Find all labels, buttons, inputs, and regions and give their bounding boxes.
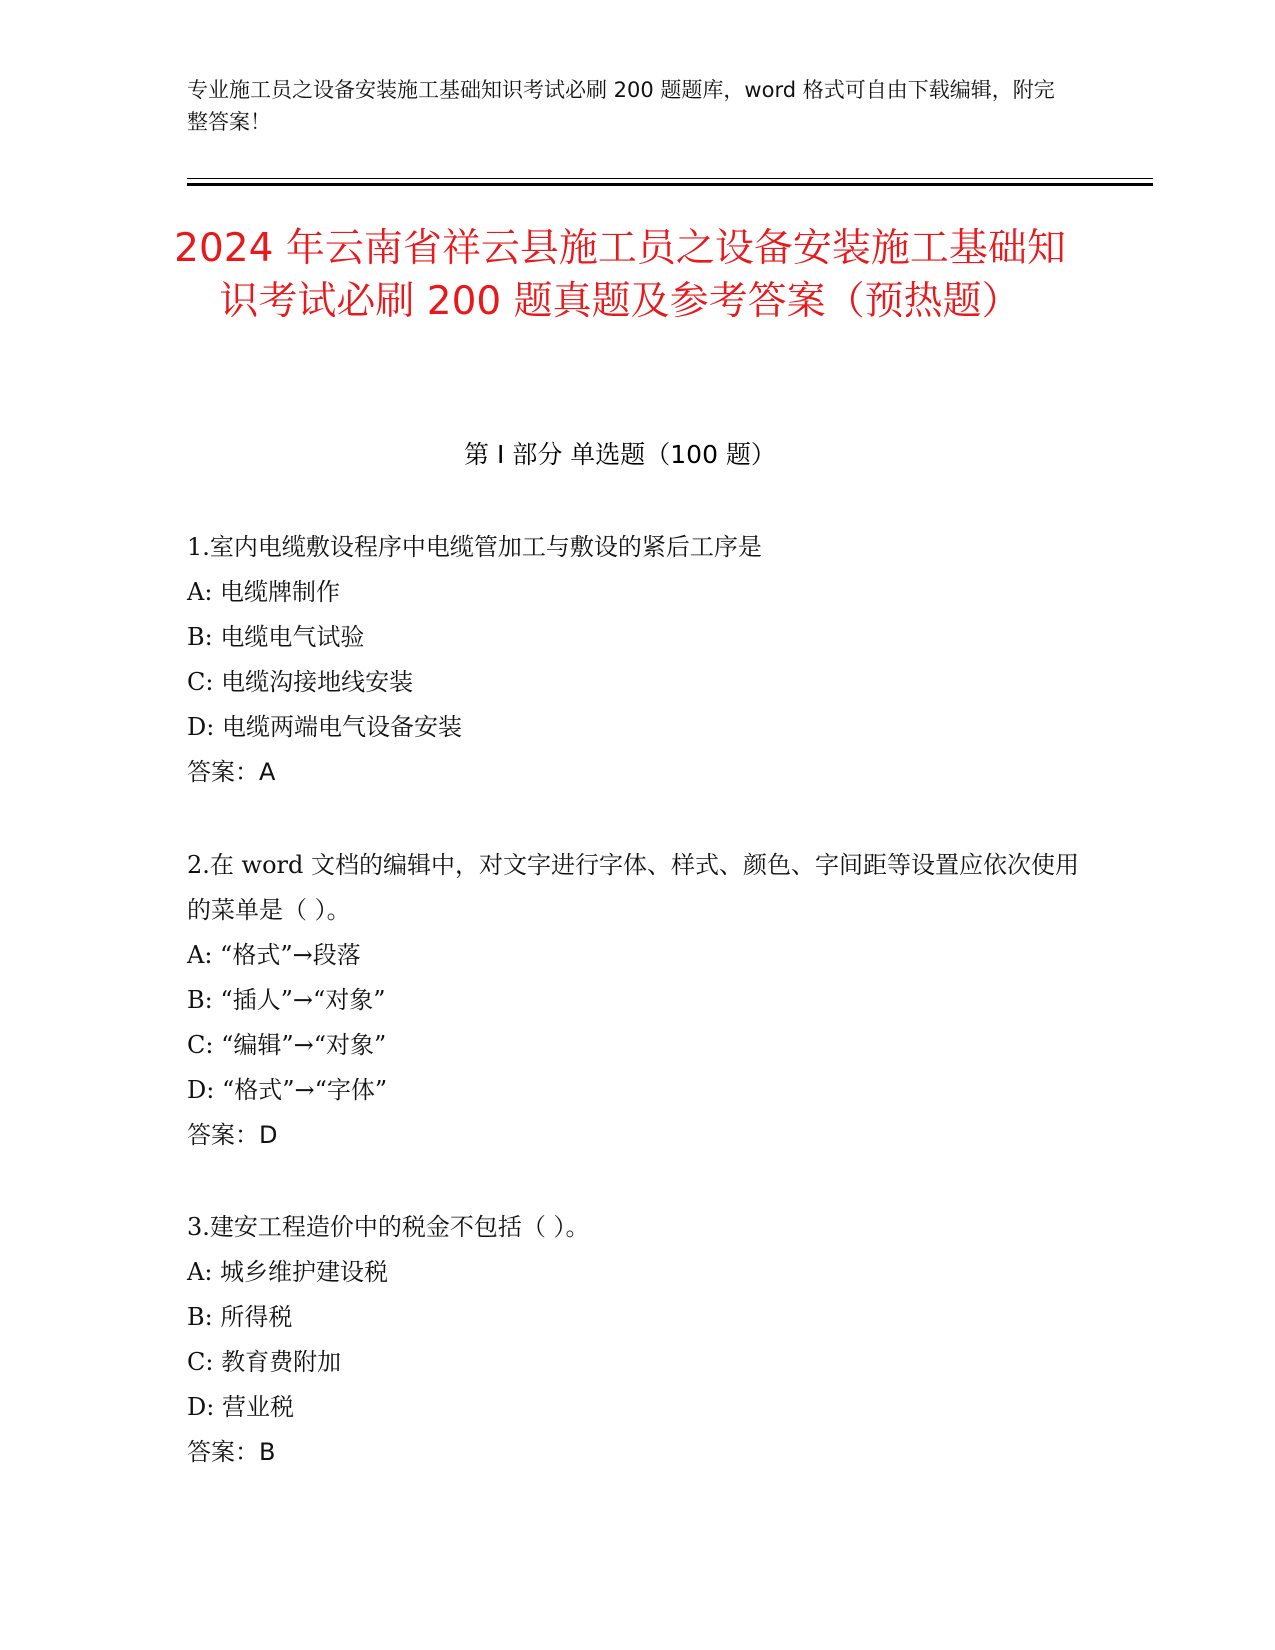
option-a: A: “格式”→段落: [187, 941, 361, 969]
option-d: D: 营业税: [187, 1393, 294, 1421]
header-rule-thin: [187, 178, 1153, 179]
answer-line: 答案：D: [187, 1121, 278, 1149]
option-d: D: “格式”→“字体”: [187, 1076, 388, 1104]
question-stem: 1.室内电缆敷设程序中电缆管加工与敷设的紧后工序是: [187, 533, 762, 561]
option-c: C: “编辑”→“对象”: [187, 1031, 387, 1059]
option-d: D: 电缆两端电气设备安装: [187, 713, 462, 741]
answer-line: 答案：B: [187, 1438, 276, 1466]
option-a: A: 城乡维护建设税: [187, 1258, 389, 1286]
option-a: A: 电缆牌制作: [187, 578, 341, 606]
answer-line: 答案：A: [187, 758, 276, 786]
header-note: 专业施工员之设备安装施工基础知识考试必刷 200 题题库，word 格式可自由下载编辑，附完整答案！: [187, 78, 1055, 134]
question-stem: 3.建安工程造价中的税金不包括（ ）。: [187, 1213, 590, 1241]
header-rule-thick: [187, 183, 1153, 186]
section-title: 第 I 部分 单选题（100 题）: [464, 440, 776, 469]
question-block: [187, 1205, 1087, 1475]
question-stem: 2.在 word 文档的编辑中，对文字进行字体、样式、颜色、字间距等设置应依次使用的菜单是（ ）。: [187, 851, 1079, 924]
question-block: [187, 843, 1087, 1158]
option-b: B: 所得税: [187, 1303, 293, 1331]
option-c: C: 电缆沟接地线安装: [187, 668, 414, 696]
option-b: B: “插人”→“对象”: [187, 986, 386, 1014]
document-title: 2024 年云南省祥云县施工员之设备安装施工基础知识考试必刷 200 题真题及参考答案（预热题）: [174, 226, 1066, 324]
option-c: C: 教育费附加: [187, 1348, 342, 1376]
question-block: [187, 525, 1087, 795]
option-b: B: 电缆电气试验: [187, 623, 365, 651]
